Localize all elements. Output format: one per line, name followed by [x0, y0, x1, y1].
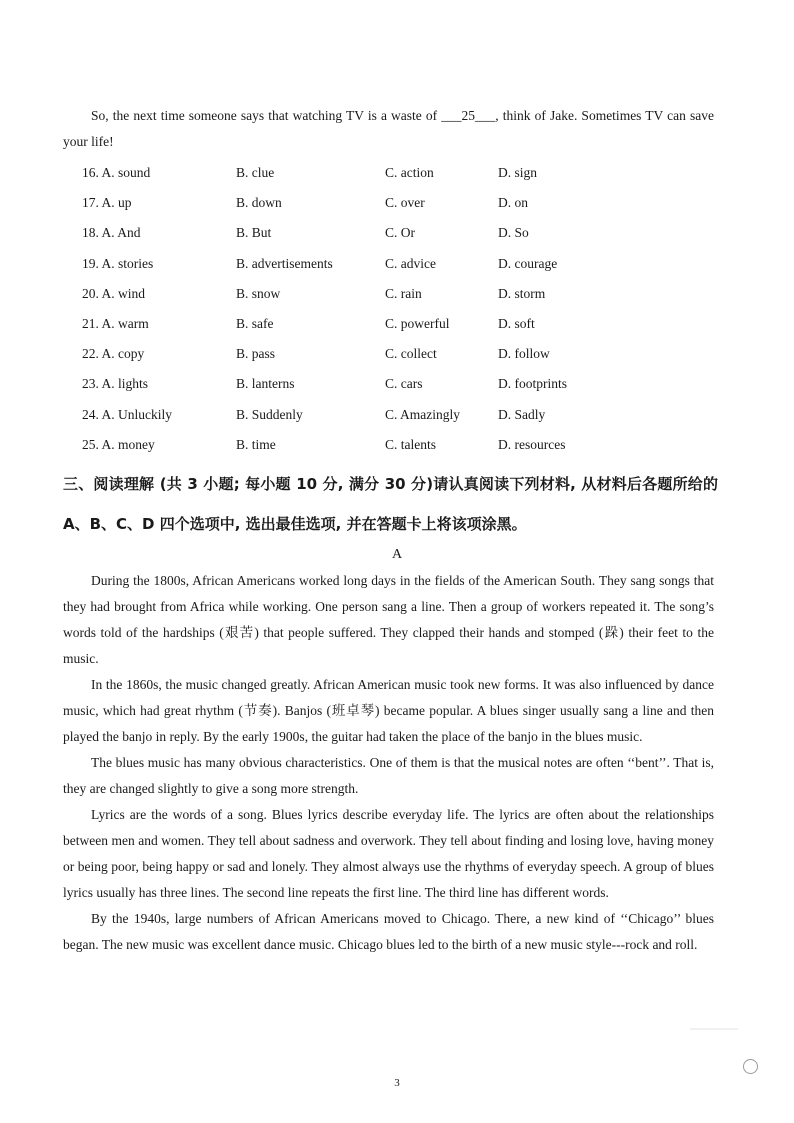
option-c: C. action: [385, 165, 434, 181]
option-a: 17. A. up: [82, 195, 132, 211]
page-number: 3: [394, 1077, 400, 1089]
option-d: D. So: [498, 225, 529, 241]
option-row: [82, 158, 682, 188]
option-b: B. But: [236, 225, 272, 241]
option-b: B. pass: [236, 346, 276, 362]
option-b: B. safe: [236, 316, 274, 332]
option-d: D. Sadly: [498, 406, 546, 422]
option-row: [82, 249, 682, 279]
option-a: 22. A. copy: [82, 346, 145, 362]
circle-icon: [743, 1059, 758, 1074]
option-a: 18. A. And: [82, 225, 141, 241]
section-heading: 三、阅读理解 (共 3 小题; 每小题 10 分, 满分 30 分)请认真阅读下列材料, 从材料后各题所给的 A、B、C、D 四个选项中, 选出最佳选项, 并在答题卡上将该项涂黑。: [63, 475, 718, 533]
option-d: D. resources: [498, 436, 566, 452]
option-b: B. clue: [236, 165, 275, 181]
option-row: [82, 188, 682, 218]
option-b: B. advertisements: [236, 255, 333, 271]
lead-paragraph: So, the next time someone says that watching TV is a waste of ___25___, think of Jake. Sometimes TV can save your life!: [63, 108, 714, 149]
option-d: D. courage: [498, 255, 558, 271]
option-b: B. Suddenly: [236, 406, 303, 422]
option-b: B. down: [236, 195, 282, 211]
option-b: B. snow: [236, 285, 281, 301]
scan-mark: [690, 1028, 738, 1030]
passage-label: A: [391, 547, 403, 562]
option-c: C. cars: [385, 376, 423, 392]
lead-paragraph-block: [63, 103, 714, 155]
passage-a: [63, 568, 714, 958]
option-c: C. collect: [385, 346, 437, 362]
option-c: C. advice: [385, 255, 436, 271]
option-row: [82, 369, 682, 399]
option-d: D. on: [498, 195, 528, 211]
option-c: C. talents: [385, 436, 436, 452]
option-a: 16. A. sound: [82, 165, 151, 181]
option-d: D. follow: [498, 346, 550, 362]
option-a: 25. A. money: [82, 436, 155, 452]
option-a: 23. A. lights: [82, 376, 149, 392]
option-row: [82, 309, 682, 339]
option-b: B. lanterns: [236, 376, 295, 392]
option-d: D. storm: [498, 285, 546, 301]
option-row: [82, 400, 682, 430]
options-list: [82, 158, 682, 460]
option-row: [82, 430, 682, 460]
option-b: B. time: [236, 436, 276, 452]
option-row: [82, 218, 682, 248]
passage-paragraph: By the 1940s, large numbers of African Americans moved to Chicago. There, a new kind of ‘‘Chicago’’ blues began. The new music was excellent dance music. Chicago blues led to the birth of a new music style---rock and roll.: [63, 911, 714, 952]
option-d: D. sign: [498, 165, 538, 181]
option-c: C. over: [385, 195, 425, 211]
option-a: 20. A. wind: [82, 285, 146, 301]
option-d: D. footprints: [498, 376, 567, 392]
option-c: C. rain: [385, 285, 422, 301]
option-c: C. powerful: [385, 316, 450, 332]
passage-paragraph: Lyrics are the words of a song. Blues lyrics describe everyday life. The lyrics are often about the relationships between men and women. They tell about sadness and overwork. They tell about finding and losing love, having money or being poor, being happy or sad and lonely. They almost always use the rhythms of everyday speech. A group of blues lyrics usually has three lines. The second line repeats the first line. The third line has different words.: [63, 807, 714, 900]
option-row: [82, 339, 682, 369]
option-c: C. Amazingly: [385, 406, 460, 422]
option-a: 19. A. stories: [82, 255, 154, 271]
option-a: 24. A. Unluckily: [82, 406, 172, 422]
option-c: C. Or: [385, 225, 415, 241]
option-row: [82, 279, 682, 309]
option-d: D. soft: [498, 316, 535, 332]
passage-paragraph: In the 1860s, the music changed greatly. African American music took new forms. It was also influenced by dance music, which had great rhythm (节奏). Banjos (班卓琴) became popular. A blues singer usually sang a line and then played the banjo in reply. By the early 1900s, the guitar had taken the place of the banjo in the blues music.: [63, 677, 714, 744]
option-a: 21. A. warm: [82, 316, 149, 332]
passage-paragraph: During the 1800s, African Americans worked long days in the fields of the American South. They sang songs that they had brought from Africa while working. One person sang a line. Then a group of workers repeated it. The song’s words told of the hardships (艰苦) that people suffered. They clapped their hands and stomped (跺) their feet to the music.: [63, 573, 714, 666]
passage-paragraph: The blues music has many obvious characteristics. One of them is that the musical notes are often ‘‘bent’’. That is, they are changed slightly to give a song more strength.: [63, 755, 714, 796]
